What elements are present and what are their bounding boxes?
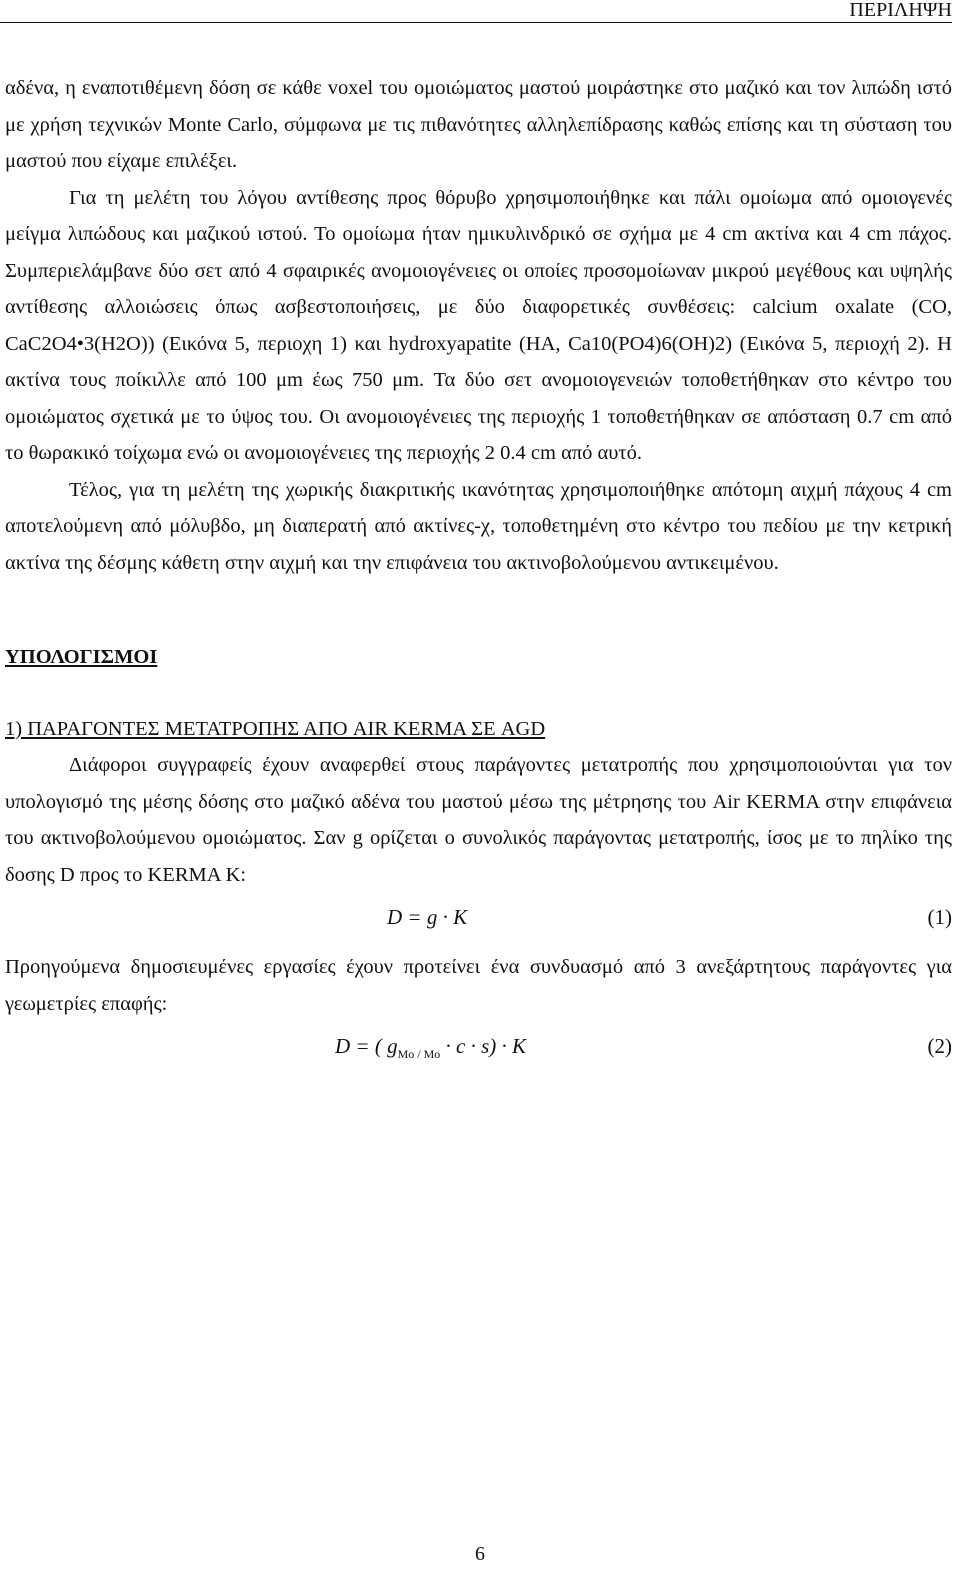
equation-1-number: (1): [927, 905, 952, 929]
equation-2-formula: [335, 1028, 526, 1073]
section-title: ΥΠΟΛΟΓΙΣΜΟΙ: [5, 646, 158, 668]
paragraph-4: Διάφοροι συγγραφείς έχουν αναφερθεί στους παράγοντες μετατροπής που χρησιμοποιούνται για τον υπολογισμό της μέσης δόσης στο μαζικό αδένα του μαστού μέσω της μέτρησης του Air KERMA στην επιφάνεια του ακτινοβολούμενου ομοιώματος. Σαν g ορίζεται ο συνολικός παράγοντας μετατροπής, ίσος με το πηλίκο της δοσης D προς το KERMA K:: [5, 754, 952, 886]
subsection-title: 1) ΠΑΡΑΓΟΝΤΕΣ ΜΕΤΑΤΡΟΠΗΣ ΑΠΟ AIR KERMA ΣΕ AGD: [5, 717, 546, 740]
paragraph-2: Για τη μελέτη του λόγου αντίθεσης προς θόρυβο χρησιμοποιήθηκε και πάλι ομοίωμα από ομοιογενές μείγμα λιπώδους και μαζικού ιστού. Το ομοίωμα ήταν ημικυλινδρικό σε σχήμα με 4 cm ακτίνα και 4 cm πάχος. Συμπεριελάμβανε δύο σετ από 4 σφαιρικές ανομοιογένειες οι οποίες προσομοίωναν μικρού μεγέθους και υψηλής αντίθεσης αλλοιώσεις όπως ασβεστοποιήσεις, με δύο διαφορετικές συνθέσεις: calcium oxalate (CO, CaC2O4•3(H2O)) (Εικόνα 5, περιοχη 1) και hydroxyapatite (HA, Ca10(PO4)6(OH)2) (Εικόνα 5, περιοχή 2). Η ακτίνα τους ποίκιλλε από 100 μm έως 750 μm. Τα δύο σετ ανομοιογενειών τοποθετήθηκαν στο κέντρο του ομοιώματος σχετικά με το ύψος του. Οι ανομοιογένειες της περιοχής 1 τοποθετήθηκαν σε απόσταση 0.7 cm από το θωρακικό τοίχωμα ενώ οι ανομοιογένειες της περιοχής 2 0.4 cm από αυτό.: [5, 186, 952, 464]
paragraph-1: αδένα, η εναποτιθέμενη δόση σε κάθε voxel του ομοιώματος μαστού μοιράστηκε στο μαζικό και τον λιπώδη ιστό με χρήση τεχνικών Monte Carlo, σύμφωνα με τις πιθανότητες αλληλεπίδρασης καθώς επίσης και τη σύσταση του μαστού που είχαμε επιλέξει.: [5, 77, 952, 172]
header-title: ΠΕΡΙΛΗΨΗ: [849, 0, 952, 21]
equation-2-rest: · c · s) · K: [440, 1034, 527, 1058]
page-number: 6: [475, 1543, 485, 1565]
equation-2: [5, 1022, 952, 1078]
page-header: [0, 0, 952, 23]
equation-2-number: (2): [927, 1034, 952, 1058]
equation-2-main: D = ( g: [335, 1034, 398, 1058]
equation-1: [5, 893, 952, 949]
equation-2-subscript: Mo / Mo: [397, 1047, 441, 1061]
paragraph-3: Τέλος, για τη μελέτη της χωρικής διακριτικής ικανότητας χρησιμοποιήθηκε απότομη αιχμή πάχους 4 cm αποτελούμενη από μόλυβδο, μη διαπερατή από ακτίνες-χ, τοποθετημένη στο κέντρο του πεδίου με την κετρική ακτίνα της δέσμης κάθετη στην αιχμή και την επιφάνεια του ακτινοβολούμενου αντικειμένου.: [5, 478, 952, 574]
page-body: [5, 70, 952, 1078]
equation-1-formula: D = g · K: [387, 905, 468, 929]
paragraph-5: Προηγούμενα δημοσιευμένες εργασίες έχουν προτείνει ένα συνδυασμό από 3 ανεξάρτητους παράγοντες για γεωμετρίες επαφής:: [5, 956, 952, 1015]
